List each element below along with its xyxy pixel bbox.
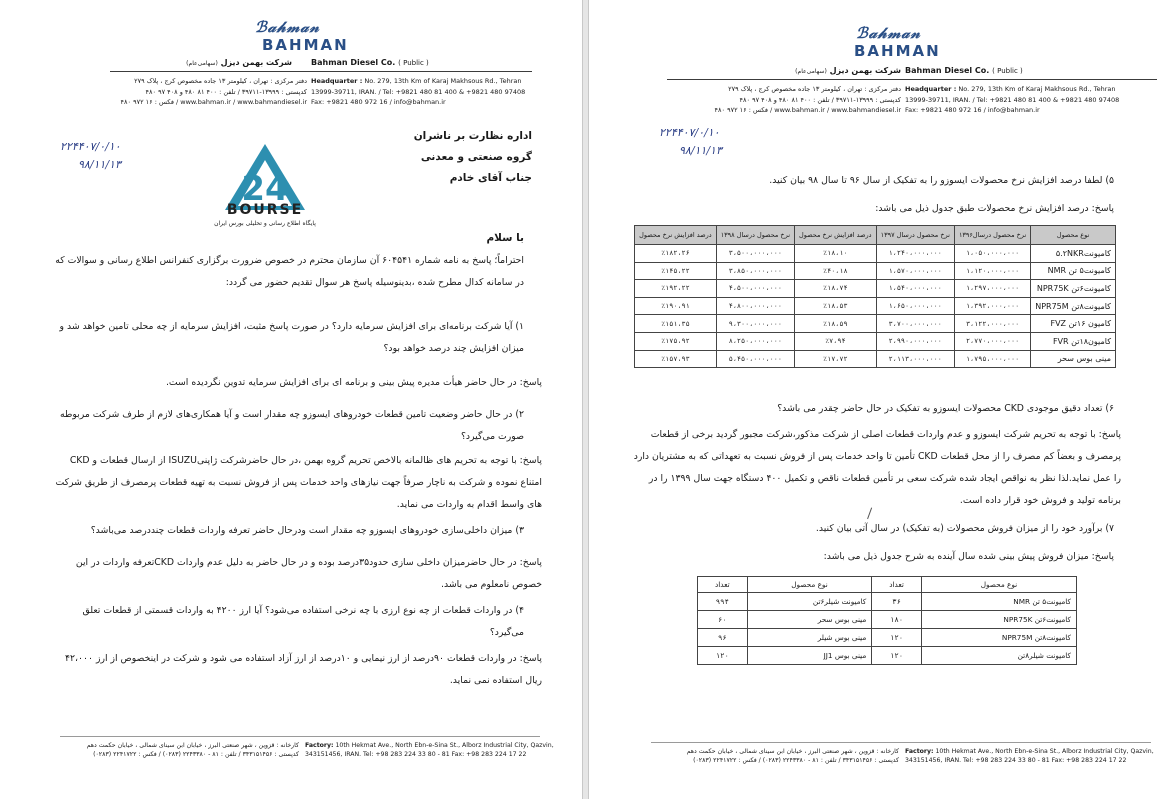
table-cell: ۳،۱۲۲،۰۰۰،۰۰۰ (954, 315, 1030, 333)
table-cell: ۴،۸۰۰،۰۰۰،۰۰۰ (716, 297, 794, 315)
table-row (635, 245, 1116, 263)
table-cell: ۲،۷۷۰،۰۰۰،۰۰۰ (954, 332, 1030, 350)
factory-address-en (905, 747, 1154, 765)
answer-7: پاسخ: میزان فروش پیش بینی شده سال آینده به شرح جدول ذیل می باشد: (823, 551, 1114, 562)
table-cell: ۹،۳۰۰،۰۰۰،۰۰۰ (716, 315, 794, 333)
table-cell-product: کامیونت۶تن NPR75K (1031, 280, 1116, 298)
factory-fa-line-1: کارخانه : قزوین ، شهر صنعتی البرز ، خیابان ابن سینای شمالی ، خیابان حکمت دهم (686, 748, 899, 755)
hq-line-3: Fax: +9821 480 972 16 / info@bahman.ir (905, 106, 1040, 114)
table-cell: ۶۰ (698, 611, 748, 629)
table-cell: ۴،۵۰۰،۰۰۰،۰۰۰ (716, 280, 794, 298)
factory-line-1: 10th Hekmat Ave., North Ebn-e-Sina St., Alborz Industrial City, Qazvin, (935, 748, 1154, 755)
col-product-b: نوع محصول (747, 577, 872, 593)
answer-4: پاسخ: در واردات قطعات ۹۰درصد از ارز نیمایی و ۱۰درصد از ارز آزاد استفاده می شود و شرکت در اینخصوص از ارز ۴۲،۰۰۰ ریال استفاده نمی نماید. (65, 653, 542, 686)
table-cell: ۱،۵۷۰،۰۰۰،۰۰۰ (876, 262, 954, 280)
hq-address-fa (701, 84, 901, 116)
answer-1: پاسخ: در حال حاضر هیأت مدیره پیش بینی و برنامه ای برای افزایش سرمایه تدوین نگردیده است. (165, 377, 542, 388)
factory-line-2: 343151456, IRAN. Tel: +98 283 224 33 80 - 81 Fax: +98 283 224 17 22 (305, 751, 527, 758)
footer-rule (60, 736, 540, 737)
table-row (635, 297, 1116, 315)
price-table-header-row (635, 226, 1116, 245)
bourse-wordmark: BOURSE (226, 202, 304, 218)
recipient-department: اداره نظارت بر ناشران (413, 130, 532, 142)
table-cell: ٪۱۷۵،۹۲ (635, 332, 717, 350)
table-cell: ۳۶ (872, 593, 922, 611)
company-name-en (905, 66, 1023, 75)
table-cell: ۱،۵۴۰،۰۰۰،۰۰۰ (876, 280, 954, 298)
table-cell-product: مینی بوس سحر (1031, 350, 1116, 368)
factory-fa-line-2: کدپستی : ۳۴۳۱۵۱۴۵۶ / تلفن : ۸۱ - ۲۲۴۳۳۸۰ (۰۲۸۳) / فکس : ۲۲۴۱۷۲۲ (۰۲۸۳) (93, 751, 299, 758)
table-cell-product: مینی بوس شیلر (747, 629, 872, 647)
page-gutter (582, 0, 589, 799)
company-name-fa (795, 66, 901, 75)
sales-forecast-table (697, 576, 1077, 665)
answer-6: پاسخ: با توجه به تحریم شرکت ایسوزو و عدم واردات قطعات اصلی از شرکت مذکور،شرکت مجبور گردید برخی از قطعات پرمصرف و بعضاً کم مصرف را از محل قطعات CKD تأمین تا واحد خدمات پس از فروش نسبت به تعهداتی که به مشتریان دارد را عمل نماید.لذا نظر به نواقص ایجاد شده شرکت سعی بر تأمین قطعات ناقص و تکمیل ۴۰۰ دستگاه جهت سال ۱۳۹۹ را در برنامه تولید و فروش خود قرار داده است. (633, 429, 1121, 506)
question-6: ۶) تعداد دقیق موجودی CKD محصولات ایسوزو به تفکیک در حال حاضر چقدر می باشد؟ (777, 403, 1114, 414)
col-price-1396: نرخ محصول درسال۱۳۹۶ (954, 226, 1030, 245)
company-type-en: ( Public ) (992, 67, 1023, 75)
table-cell-product: مینی بوس JJ1 (747, 647, 872, 665)
answer-3: پاسخ: در حال حاضرمیزان داخلی سازی حدود۳۵درصد بوده و در حال حاضر به دلیل عدم واردات CKDتعرفه واردات در این خصوص نامعلوم می باشد. (75, 557, 542, 590)
table-row (635, 280, 1116, 298)
table-row (698, 593, 1077, 611)
table-row (635, 262, 1116, 280)
handwritten-date: ۹۸/۱۱/۱۳ (78, 158, 121, 171)
hq-line-3: Fax: +9821 480 972 16 / info@bahman.ir (311, 98, 446, 106)
table-cell: ٪۱۸،۷۴ (795, 280, 877, 298)
table-cell: ٪۱۸،۱۰ (795, 245, 877, 263)
hq-fa-line-2: کدپستی : ۱۳۹۹۹-۳۹۷۱۱ / تلفن : ۴۰۰ ۸۱ ۴۸۰ و ۴۰۸ ۹۷ ۴۸۰ (145, 87, 307, 96)
table-cell-product: کامیونت۵.۲NKR (1031, 245, 1116, 263)
letter-page-2 (589, 0, 1169, 799)
table-cell: ۱۲۰ (872, 647, 922, 665)
table-cell-product: کامیونت۸تن NPR75M (921, 629, 1076, 647)
answer-5: پاسخ: درصد افزایش نرخ محصولات طبق جدول ذیل می باشد: (875, 203, 1114, 214)
table-cell: ٪۱۹۲،۲۲ (635, 280, 717, 298)
bahman-wordmark: BAHMAN (854, 42, 941, 60)
hq-line-2: 13999-39711, IRAN. / Tel: +9821 480 81 400 & +9821 480 97408 (311, 87, 526, 96)
table-cell-product: کامیونت۶تن NPR75K (921, 611, 1076, 629)
hq-fa-line-1: دفتر مرکزی : تهران ، کیلومتر ۱۳ جاده مخصوص کرج ، پلاک ۲۷۹ (134, 77, 307, 85)
col-increase-1397: درصد افزایش نرخ محصول (795, 226, 877, 245)
intro-paragraph: احتراماً؛ پاسخ به نامه شماره ۶۰۴۵۴۱ آن سازمان محترم در خصوص ضرورت برگزاری کنفرانس اطلاع رسانی و سوالات که در سامانه کدال مطرح شده ،بدینوسیله پاسخ هر سوال تقدیم حضور می گردد: (55, 255, 524, 288)
price-increase-table (634, 225, 1116, 368)
col-count-a: تعداد (872, 577, 922, 593)
hq-label: Headquarter : (311, 77, 363, 85)
col-count-b: تعداد (698, 577, 748, 593)
question-7: ۷) برآورد خود را از میزان فروش محصولات (به تفکیک) در سال آتی بیان کنید. (815, 523, 1114, 534)
factory-label: Factory: (305, 742, 334, 749)
company-type-en: ( Public ) (398, 59, 429, 67)
table-row (635, 332, 1116, 350)
factory-address-en (305, 741, 554, 759)
hq-address-fa (107, 76, 307, 108)
sales-table-header-row (698, 577, 1077, 593)
company-name-en (311, 58, 429, 67)
recipient-person: جناب آقای خادم (449, 172, 532, 184)
company-name-fa-text: شرکت بهمن دیزل (829, 66, 901, 75)
col-price-1397: نرخ محصول درسال ۱۳۹۷ (876, 226, 954, 245)
letterhead-rule (667, 79, 1157, 80)
table-row (635, 315, 1116, 333)
handwritten-date: ۹۸/۱۱/۱۳ (679, 144, 722, 157)
footer-rule (651, 742, 1151, 743)
hq-fa-line-2: کدپستی : ۱۳۹۹۹-۳۹۷۱۱ / تلفن : ۴۰۰ ۸۱ ۴۸۰ و ۴۰۸ ۹۷ ۴۸۰ (739, 95, 901, 104)
hq-fa-line-1: دفتر مرکزی : تهران ، کیلومتر ۱۳ جاده مخصوص کرج ، پلاک ۲۷۹ (728, 85, 901, 93)
company-type-fa: (سهامی‌عام) (795, 68, 827, 75)
factory-fa-line-1: کارخانه : قزوین ، شهر صنعتی البرز ، خیابان ابن سینای شمالی ، خیابان حکمت دهم (86, 742, 299, 749)
table-cell: ۱،۲۹۷،۰۰۰،۰۰۰ (954, 280, 1030, 298)
table-cell: ۱۲۰ (698, 647, 748, 665)
letterhead-rule (110, 71, 532, 72)
factory-label: Factory: (905, 748, 934, 755)
col-product-a: نوع محصول (921, 577, 1076, 593)
hq-address-en (905, 84, 1119, 116)
table-cell: ۱،۱۲۰،۰۰۰،۰۰۰ (954, 262, 1030, 280)
company-type-fa: (سهامی‌عام) (186, 60, 218, 67)
hq-line-2: 13999-39711, IRAN. / Tel: +9821 480 81 400 & +9821 480 97408 (905, 95, 1120, 104)
table-cell-product: مینی بوس سحر (747, 611, 872, 629)
table-cell: ۳،۷۰۰،۰۰۰،۰۰۰ (876, 315, 954, 333)
company-name-fa (186, 58, 292, 67)
table-cell: ۵،۴۵۰،۰۰۰،۰۰۰ (716, 350, 794, 368)
table-cell: ۲،۱۱۳،۰۰۰،۰۰۰ (876, 350, 954, 368)
table-cell: ۸،۲۵۰،۰۰۰،۰۰۰ (716, 332, 794, 350)
bahman-script-logo: ℬ𝒶𝒽𝓂𝒶𝓃 (255, 18, 320, 36)
table-cell: ٪۱۸،۵۹ (795, 315, 877, 333)
handwritten-letter-number: ۲۲۴۴۰۷/۰/۱۰ (659, 126, 720, 139)
table-cell: ٪۱۸۲،۲۶ (635, 245, 717, 263)
hq-fa-line-3: www.bahman.ir / www.bahmandiesel.ir / فکس : ۱۶ ۹۷۲ ۴۸۰ (714, 106, 901, 114)
table-cell-product: کامیونت۸تن NPR75M (1031, 297, 1116, 315)
hq-fa-line-3: www.bahman.ir / www.bahmandiesel.ir / فکس : ۱۶ ۹۷۲ ۴۸۰ (120, 98, 307, 106)
company-name-fa-text: شرکت بهمن دیزل (220, 58, 292, 67)
table-cell-product: کامیون ۱۶تن FVZ (1031, 315, 1116, 333)
table-cell: ۱،۰۵۰،۰۰۰،۰۰۰ (954, 245, 1030, 263)
company-name-en-text: Bahman Diesel Co. (905, 66, 990, 75)
hq-line-1: No. 279, 13th Km of Karaj Makhsous Rd., Tehran (958, 85, 1116, 93)
factory-address-fa (87, 741, 299, 759)
table-cell: ٪۱۵۷،۹۳ (635, 350, 717, 368)
table-cell-product: کامیونت شیلر۸تن (921, 647, 1076, 665)
table-cell: ۳،۸۵۰،۰۰۰،۰۰۰ (716, 262, 794, 280)
factory-line-2: 343151456, IRAN. Tel: +98 283 224 33 80 - 81 Fax: +98 283 224 17 22 (905, 757, 1127, 764)
table-cell: ٪۱۸،۵۳ (795, 297, 877, 315)
recipient-group: گروه صنعتی و معدنی (420, 151, 532, 163)
col-product: نوع محصول (1031, 226, 1116, 245)
table-cell: ۲،۹۹۰،۰۰۰،۰۰۰ (876, 332, 954, 350)
question-2: ۲) در حال حاضر وضعیت تامین قطعات خودروهای ایسوزو چه مقدار است و آیا همکاری‌های لازم از طرف شرکت مربوطه صورت می‌گیرد؟ (59, 409, 524, 442)
col-increase-1398: درصد افزایش نرخ محصول (635, 226, 717, 245)
letter-page-1 (0, 0, 582, 799)
factory-address-fa (687, 747, 899, 765)
factory-line-1: 10th Hekmat Ave., North Ebn-e-Sina St., Alborz Industrial City, Qazvin, (335, 742, 554, 749)
question-3: ۳) میزان داخلی‌سازی خودروهای ایسوزو چه مقدار است ودرحال حاضر تعرفه واردات قطعات چنددرصد می‌باشد؟ (90, 525, 524, 536)
table-row (635, 350, 1116, 368)
table-cell: ۱،۲۴۰،۰۰۰،۰۰۰ (876, 245, 954, 263)
table-cell-product: کامیونت۵ تن NMR (921, 593, 1076, 611)
bourse-logo (210, 140, 320, 235)
factory-fa-line-2: کدپستی : ۳۴۳۱۵۱۴۵۶ / تلفن : ۸۱ - ۲۲۴۳۳۸۰ (۰۲۸۳) / فکس : ۲۲۴۱۷۲۲ (۰۲۸۳) (693, 757, 899, 764)
hq-line-1: No. 279, 13th Km of Karaj Makhsous Rd., Tehran (364, 77, 522, 85)
question-5: ۵) لطفا درصد افزایش نرخ محصولات ایسوزو را به تفکیک از سال ۹۶ تا سال ۹۸ بیان کنید. (769, 175, 1114, 186)
svg-text:24: 24 (241, 169, 289, 209)
question-4: ۴) در واردات قطعات از چه نوع ارزی با چه نرخی استفاده می‌شود؟ آیا ارز ۴۲۰۰ به واردات قسمتی از قطعات تعلق می‌گیرد؟ (82, 605, 524, 638)
table-cell: ۳،۵۰۰،۰۰۰،۰۰۰ (716, 245, 794, 263)
hq-label: Headquarter : (905, 85, 957, 93)
table-row (698, 629, 1077, 647)
table-cell-product: کامیونت۵ تن NMR (1031, 262, 1116, 280)
table-cell: ۱،۶۵۰،۰۰۰،۰۰۰ (876, 297, 954, 315)
table-cell: ٪۱۴۵،۲۲ (635, 262, 717, 280)
table-cell: ٪۷،۹۴ (795, 332, 877, 350)
table-row (698, 647, 1077, 665)
table-cell: ٪۴۰،۱۸ (795, 262, 877, 280)
table-cell: ۹۶ (698, 629, 748, 647)
table-row (698, 611, 1077, 629)
hq-address-en (311, 76, 525, 108)
table-cell-product: کامیون۱۸تن FVR (1031, 332, 1116, 350)
table-cell: ۹۹۴ (698, 593, 748, 611)
greeting: با سلام (486, 232, 524, 244)
table-cell: ۱،۷۹۵،۰۰۰،۰۰۰ (954, 350, 1030, 368)
bahman-wordmark: BAHMAN (262, 36, 349, 54)
table-cell: ٪۱۷،۷۲ (795, 350, 877, 368)
company-name-en-text: Bahman Diesel Co. (311, 58, 396, 67)
handwritten-letter-number: ۲۲۴۴۰۷/۰/۱۰ (60, 140, 121, 153)
question-1: ۱) آیا شرکت برنامه‌ای برای افزایش سرمایه دارد؟ در صورت پاسخ مثبت، افزایش سرمایه از چه محلی تامین خواهد شد و میزان افزایش چند درصد خواهد بود؟ (59, 321, 524, 354)
table-cell: ۱۸۰ (872, 611, 922, 629)
table-cell: ٪۱۹۰،۹۱ (635, 297, 717, 315)
bourse-caption: پایگاه اطلاع رسانی و تحلیلی بورس ایران (214, 220, 316, 227)
recipient-block (332, 126, 532, 189)
bahman-script-logo: ℬ𝒶𝒽𝓂𝒶𝓃 (856, 24, 921, 42)
table-cell: ۱،۳۹۲،۰۰۰،۰۰۰ (954, 297, 1030, 315)
col-price-1398: نرخ محصول درسال ۱۳۹۸ (716, 226, 794, 245)
table-cell: ۱۲۰ (872, 629, 922, 647)
answer-2: پاسخ: با توجه به تحریم های ظالمانه بالاخص تحریم گروه بهمن ،در حال حاضرشرکت ژاپنیISUZU از ارسال قطعات و CKD امتناع نموده و شرکت به ناچار صرفاً جهت نیازهای واحد خدمات پس از فروش نسبت به تهیه قطعات پرمصرف از طریق شرکت های واسط اقدام به واردات می نماید. (55, 455, 542, 510)
table-cell: ٪۱۵۱،۳۵ (635, 315, 717, 333)
table-cell-product: کامیونت شیلر۶تن (747, 593, 872, 611)
